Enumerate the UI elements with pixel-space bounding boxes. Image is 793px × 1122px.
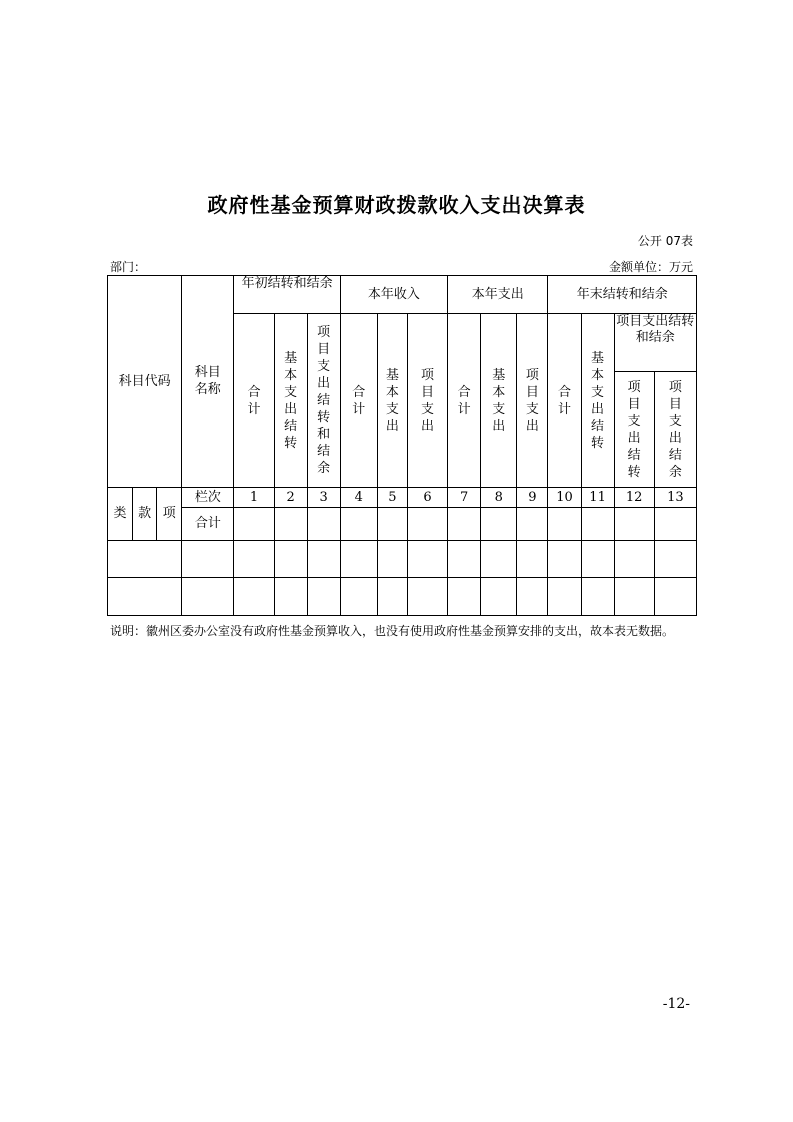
header-end-project-surplus: 项目支出结余 (654, 372, 696, 488)
header-end-project-balance: 项目支出结转和结余 (614, 314, 696, 372)
table-row (108, 508, 697, 541)
header-expense-project: 项目支出 (517, 314, 548, 488)
sum-row-label: 合计 (182, 508, 234, 541)
header-lei: 类 (108, 488, 133, 541)
col-number: 9 (517, 488, 548, 508)
table-row (108, 578, 697, 616)
col-number: 8 (481, 488, 517, 508)
header-subject-name: 科目名称 (182, 276, 234, 488)
header-income-basic: 基本支出 (377, 314, 407, 488)
col-number: 12 (614, 488, 654, 508)
header-end-balance: 年末结转和结余 (548, 276, 697, 314)
col-number: 7 (448, 488, 481, 508)
header-xiang: 项 (157, 488, 182, 541)
header-kuan: 款 (133, 488, 157, 541)
page-title: 政府性基金预算财政拨款收入支出决算表 (207, 193, 586, 217)
header-begin-basic-carryover: 基本支出结转 (274, 314, 307, 488)
header-begin-balance: 年初结转和结余 (234, 276, 340, 314)
col-number: 4 (340, 488, 377, 508)
note-text: 说明：徽州区委办公室没有政府性基金预算收入，也没有使用政府性基金预算安排的支出，故本表无数据。 (110, 624, 675, 638)
header-expense-basic: 基本支出 (481, 314, 517, 488)
header-income-total: 合计 (340, 314, 377, 488)
col-number: 2 (274, 488, 307, 508)
unit-label: 金额单位：万元 (608, 260, 693, 274)
col-number: 11 (581, 488, 614, 508)
department-label: 部门： (110, 260, 147, 274)
col-number: 5 (377, 488, 407, 508)
header-income: 本年收入 (340, 276, 447, 314)
table-row (108, 541, 697, 578)
header-begin-total: 合计 (234, 314, 274, 488)
header-expense-total: 合计 (448, 314, 481, 488)
budget-table (107, 275, 697, 616)
col-number: 13 (654, 488, 696, 508)
header-subject-code: 科目代码 (108, 276, 182, 488)
page-number: -12- (662, 996, 690, 1012)
form-number: 公开 07表 (637, 234, 693, 248)
col-number: 6 (407, 488, 447, 508)
header-begin-project-balance: 项目支出结转和结余 (307, 314, 340, 488)
header-income-project: 项目支出 (407, 314, 447, 488)
row-index-label: 栏次 (182, 488, 234, 508)
col-number: 3 (307, 488, 340, 508)
header-end-total: 合计 (548, 314, 581, 488)
header-expense: 本年支出 (448, 276, 548, 314)
header-end-project-carryover: 项目支出结转 (614, 372, 654, 488)
col-number: 1 (234, 488, 274, 508)
col-number: 10 (548, 488, 581, 508)
header-end-basic-carryover: 基本支出结转 (581, 314, 614, 488)
